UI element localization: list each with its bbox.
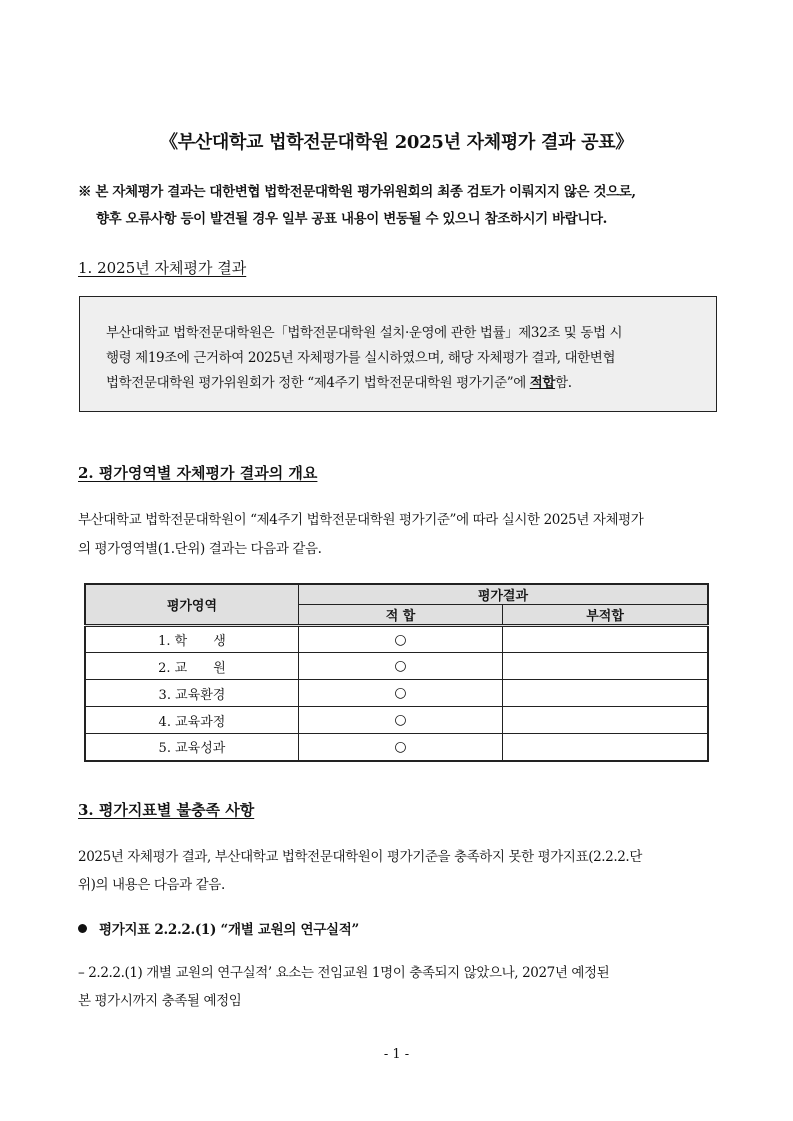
table-row: [85, 653, 708, 680]
page-title: 《부산대학교 법학전문대학원 2025년 자체평가 결과 공표》: [160, 132, 633, 153]
col-header-fail: 부적합: [503, 605, 708, 626]
row-area: 4. 교육과정: [85, 707, 298, 734]
row-area: 1. 학 생: [85, 626, 298, 653]
box-line-2: 행령 제19조에 근거하여 2025년 자체평가를 실시하였으며, 해당 자체평가 결과, 대한변협: [106, 350, 616, 366]
col-header-area: 평가영역: [85, 584, 298, 626]
detail-line-1: – 2.2.2.(1) 개별 교원의 연구실적’ 요소는 전임교원 1명이 충족되지 않았으나, 2027년 예정된: [78, 965, 610, 981]
section-3-heading: 3. 평가지표별 불충족 사항: [78, 801, 255, 819]
row-pass-mark: ○: [298, 653, 502, 680]
row-area: 5. 교육성과: [85, 734, 298, 761]
row-fail-mark: [503, 680, 708, 707]
box-line-3-emphasis: 적합: [529, 375, 556, 391]
row-pass-mark: ○: [298, 734, 502, 761]
row-pass-mark: ○: [298, 626, 502, 653]
section-1-heading: 1. 2025년 자체평가 결과: [78, 259, 247, 277]
box-line-1: 부산대학교 법학전문대학원은「법학전문대학원 설치·운영에 관한 법률」제32조 및 동법 시: [106, 325, 623, 341]
box-line-3: [106, 371, 572, 391]
row-area: 2. 교 원: [85, 653, 298, 680]
section-3-para-line-1: 2025년 자체평가 결과, 부산대학교 법학전문대학원이 평가기준을 충족하지 못한 평가지표(2.2.2.단: [78, 849, 642, 865]
indicator-bullet-text: 평가지표 2.2.2.(1) “개별 교원의 연구실적”: [99, 922, 359, 938]
row-area: 3. 교육환경: [85, 680, 298, 707]
row-fail-mark: [503, 734, 708, 761]
col-header-pass: 적 합: [298, 605, 502, 626]
bullet-dot-icon: [78, 924, 87, 933]
box-line-3-post: 함.: [555, 375, 572, 391]
section-2-para-line-1: 부산대학교 법학전문대학원이 “제4주기 법학전문대학원 평가기준”에 따라 실시한 2025년 자체평가: [78, 512, 644, 528]
table-row: [85, 734, 708, 761]
box-line-3-pre: 법학전문대학원 평가위원회가 정한 “제4주기 법학전문대학원 평가기준”에: [106, 375, 530, 391]
evaluation-result-table: [84, 583, 709, 762]
row-pass-mark: ○: [298, 680, 502, 707]
table-row: [85, 626, 708, 653]
section-2-para-line-2: 의 평가영역별(1.단위) 결과는 다음과 같음.: [78, 541, 322, 557]
detail-line-2: 본 평가시까지 충족될 예정임: [78, 993, 242, 1009]
table-row: [85, 707, 708, 734]
row-pass-mark: ○: [298, 707, 502, 734]
notice-line-2: 향후 오류사항 등이 발견될 경우 일부 공표 내용이 변동될 수 있으니 참조하시기 바랍니다.: [96, 211, 607, 227]
table-row: [85, 680, 708, 707]
row-fail-mark: [503, 653, 708, 680]
row-fail-mark: [503, 626, 708, 653]
row-fail-mark: [503, 707, 708, 734]
col-header-result: 평가결과: [298, 584, 708, 605]
section-2-heading: 2. 평가영역별 자체평가 결과의 개요: [78, 464, 318, 482]
section-3-para-line-2: 위)의 내용은 다음과 같음.: [78, 877, 225, 893]
page-number: - 1 -: [383, 1047, 410, 1062]
indicator-bullet: [78, 918, 359, 938]
notice-line-1: ※ 본 자체평가 결과는 대한변협 법학전문대학원 평가위원회의 최종 검토가 이뤄지지 않은 것으로,: [78, 184, 636, 200]
